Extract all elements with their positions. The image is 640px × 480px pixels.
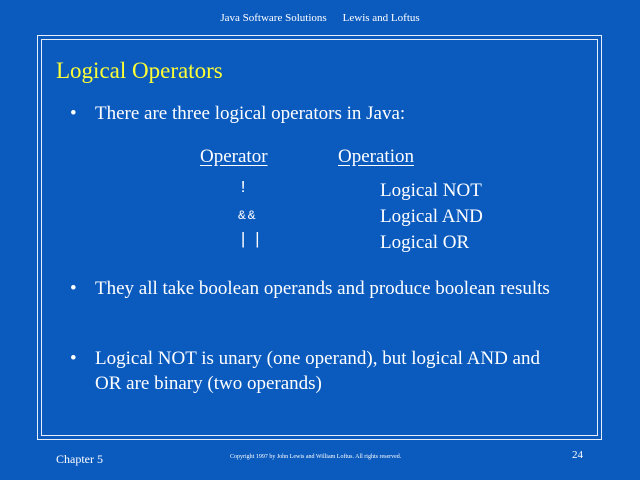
page-number: 24 [572, 449, 583, 461]
slide-title: Logical Operators [56, 58, 223, 83]
authors: Lewis and Loftus [342, 12, 420, 24]
bullet-dot: • [70, 278, 77, 299]
copyright-notice: Copyright 1997 by John Lewis and William Loftus. All rights reserved. [230, 454, 402, 460]
table-header-operation: Operation [338, 146, 414, 167]
bullet-text: There are three logical operators in Java: [95, 103, 406, 124]
bullet-dot: • [70, 348, 77, 369]
slide-header [0, 12, 640, 24]
book-title: Java Software Solutions [220, 12, 327, 24]
chapter-label: Chapter 5 [56, 452, 103, 466]
bullet-text: Logical NOT is unary (one operand), but logical AND and OR are binary (two operands) [95, 348, 540, 394]
bullet-text: They all take boolean operands and produce boolean results [95, 278, 550, 299]
table-header-operator: Operator [200, 146, 268, 167]
bullet-dot: • [70, 103, 77, 124]
